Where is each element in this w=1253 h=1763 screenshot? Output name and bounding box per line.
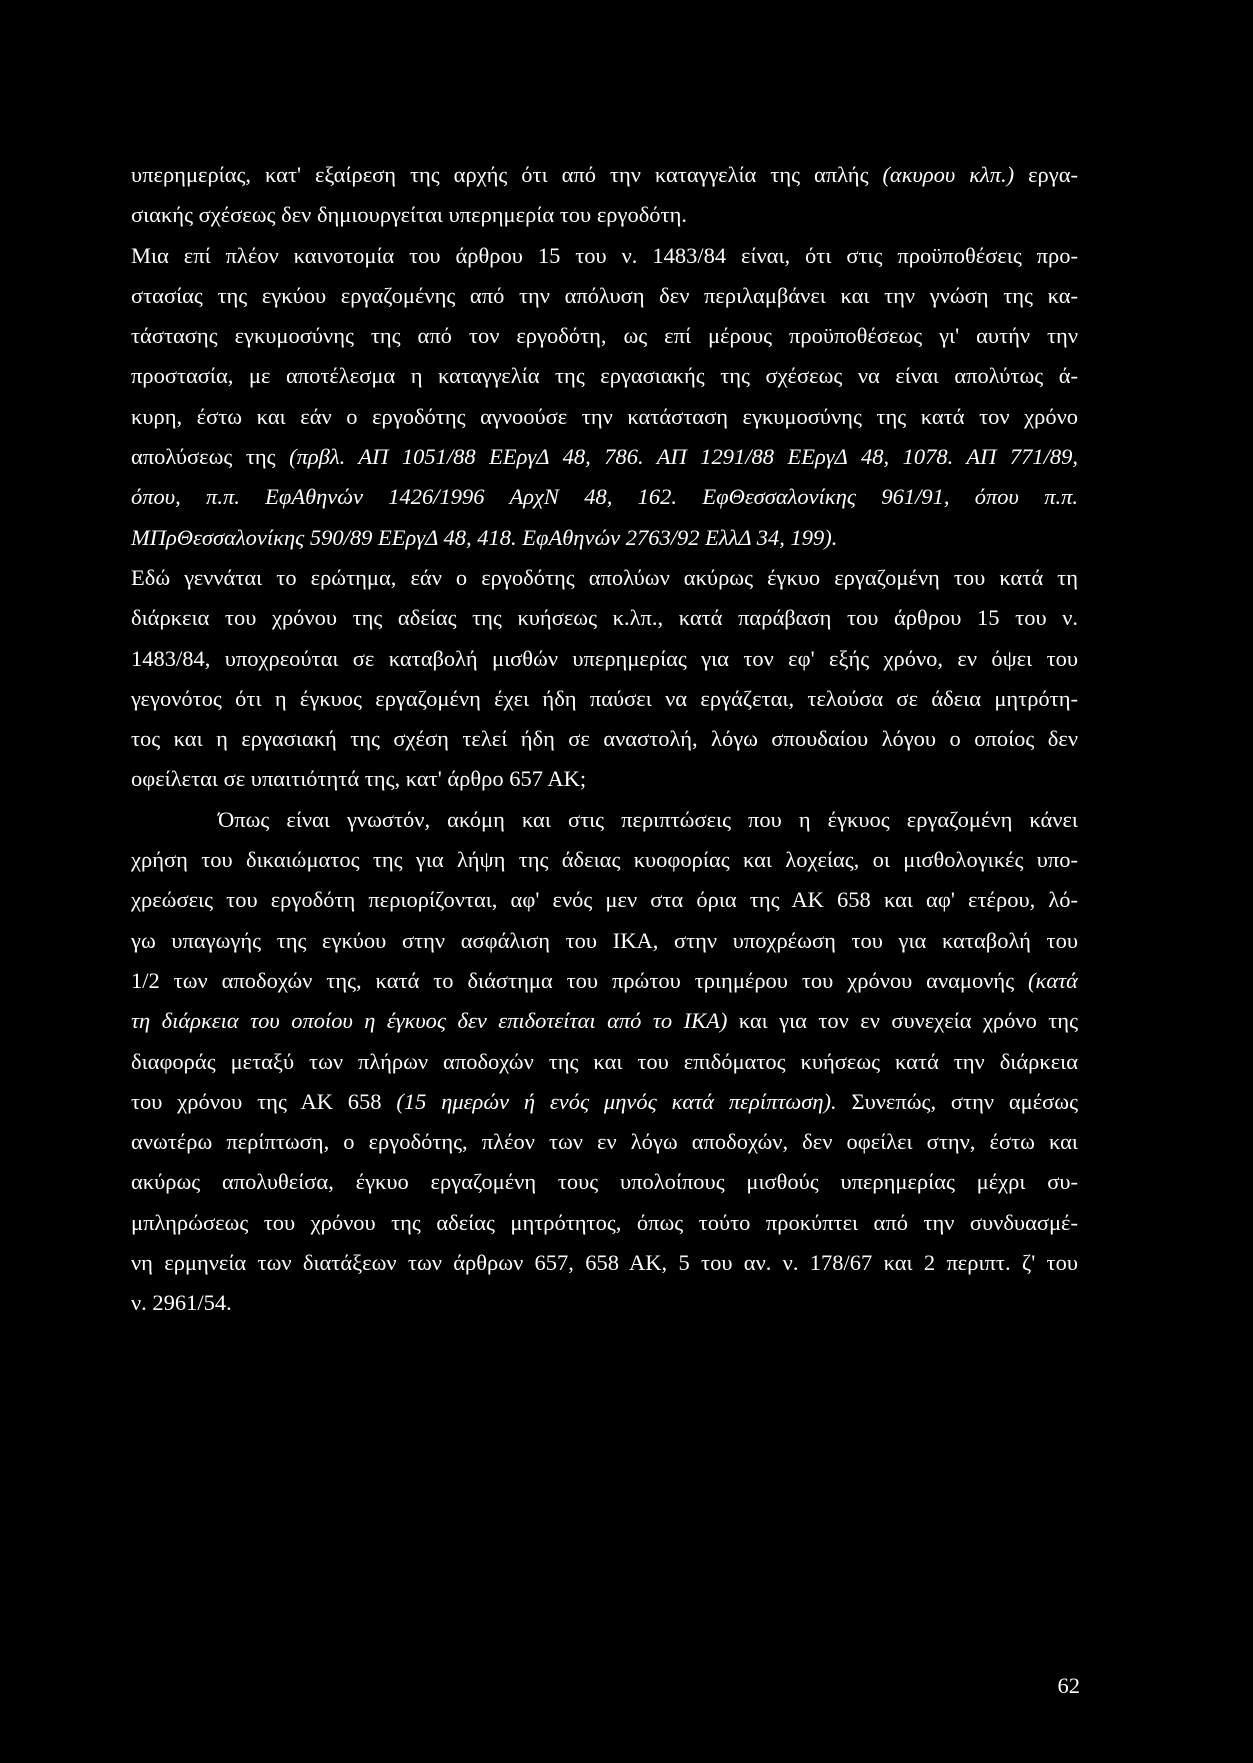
- text-line-20: γω υπαγωγής της εγκύου στην ασφάλιση του ΙΚΑ, στην υποχρέωση του για καταβολή του: [131, 927, 1078, 953]
- text-line-15: τος και η εργασιακή της σχέση τελεί ήδη σε αναστολή, λόγω σπουδαίου λόγου ο οποίος δεν: [131, 726, 1078, 752]
- text-line-14: γεγονότος ότι η έγκυος εργαζομένη έχει ήδη παύσει να εργάζεται, τελούσα σε άδεια μητρότη-: [131, 685, 1078, 711]
- text-line-4: στασίας της εγκύου εργαζομένης από την απόλυση δεν περιλαμβάνει και την γνώση της κα-: [131, 282, 1078, 308]
- text-line-17: Όπως είναι γνωστόν, ακόμη και στις περιπτώσεις που η έγκυος εργαζομένη κάνει: [218, 806, 1078, 832]
- text-line-2: σιακής σχέσεως δεν δημιουργείται υπερημερία του εργοδότη.: [131, 202, 687, 228]
- text-line-11: Εδώ γεννάται το ερώτημα, εάν ο εργοδότης απολύων ακύρως έγκυο εργαζομένη του κατά τη: [131, 564, 1078, 590]
- text-line-18: χρήση του δικαιώματος της για λήψη της άδειας κυοφορίας και λοχείας, οι μισθολογικές υπο-: [131, 847, 1078, 873]
- text-line-22: τη διάρκεια του οποίου η έγκυος δεν επιδοτείται από το ΙΚΑ) και για τον εν συνεχεία χρόνο της: [131, 1008, 1078, 1034]
- text-line-6: προστασία, με αποτέλεσμα η καταγγελία της εργασιακής της σχέσεως να είναι απολύτως ά-: [131, 363, 1078, 389]
- text-line-23: διαφοράς μεταξύ των πλήρων αποδοχών της και του επιδόματος κυήσεως κατά την διάρκεια: [131, 1048, 1078, 1074]
- text-line-24: του χρόνου της ΑΚ 658 (15 ημερών ή ενός μηνός κατά περίπτωση). Συνεπώς, στην αμέσως: [131, 1088, 1078, 1114]
- text-line-27: μπληρώσεως του χρόνου της αδείας μητρότητος, όπως τούτο προκύπτει από την συνδυασμέ-: [131, 1209, 1078, 1235]
- text-line-10: ΜΠρΘεσσαλονίκης 590/89 ΕΕργΔ 48, 418. ΕφΑθηνών 2763/92 ΕλλΔ 34, 199).: [131, 524, 838, 550]
- text-line-19: χρεώσεις του εργοδότη περιορίζονται, αφ' ενός μεν στα όρια της ΑΚ 658 και αφ' ετέρου, λό-: [131, 887, 1078, 913]
- text-line-7: κυρη, έστω και εάν ο εργοδότης αγνοούσε την κατάσταση εγκυμοσύνης της κατά τον χρόνο: [131, 403, 1078, 429]
- text-line-3: Μια επί πλέον καινοτομία του άρθρου 15 του ν. 1483/84 είναι, ότι στις προϋποθέσεις προ-: [131, 242, 1078, 268]
- text-line-26: ακύρως απολυθείσα, έγκυο εργαζομένη τους υπολοίπους μισθούς υπερημερίας μέχρι συ-: [131, 1169, 1078, 1195]
- text-line-1: υπερημερίας, κατ' εξαίρεση της αρχής ότι από την καταγγελία της απλής (ακυρου κλπ.) εργα-: [131, 162, 1078, 187]
- text-line-25: ανωτέρω περίπτωση, ο εργοδότης, πλέον των εν λόγω αποδοχών, δεν οφείλει στην, έστω και: [131, 1129, 1078, 1155]
- body-text: [131, 155, 1078, 1324]
- text-line-9: όπου, π.π. ΕφΑθηνών 1426/1996 ΑρχΝ 48, 162. ΕφΘεσσαλονίκης 961/91, όπου π.π.: [131, 484, 1078, 510]
- page-number: 62: [1057, 1673, 1080, 1698]
- text-line-5: τάστασης εγκυμοσύνης της από τον εργοδότη, ως επί μέρους προϋποθέσεως γι' αυτήν την: [131, 323, 1078, 349]
- text-line-8: απολύσεως της (πρβλ. ΑΠ 1051/88 ΕΕργΔ 48, 786. ΑΠ 1291/88 ΕΕργΔ 48, 1078. ΑΠ 771/89,: [131, 444, 1078, 470]
- text-line-12: διάρκεια του χρόνου της αδείας της κυήσεως κ.λπ., κατά παράβαση του άρθρου 15 του ν.: [131, 605, 1078, 631]
- text-line-21: 1/2 των αποδοχών της, κατά το διάστημα του πρώτου τριημέρου του χρόνου αναμονής (κατά: [131, 967, 1078, 993]
- text-line-29: ν. 2961/54.: [131, 1290, 232, 1316]
- text-line-16: οφείλεται σε υπαιτιότητά της, κατ' άρθρο 657 ΑΚ;: [131, 766, 587, 792]
- text-line-28: νη ερμηνεία των διατάξεων των άρθρων 657, 658 ΑΚ, 5 του αν. ν. 178/67 και 2 περιπτ. ζ' του: [131, 1250, 1078, 1276]
- text-line-13: 1483/84, υποχρεούται σε καταβολή μισθών υπερημερίας για τον εφ' εξής χρόνο, εν όψει του: [131, 645, 1078, 671]
